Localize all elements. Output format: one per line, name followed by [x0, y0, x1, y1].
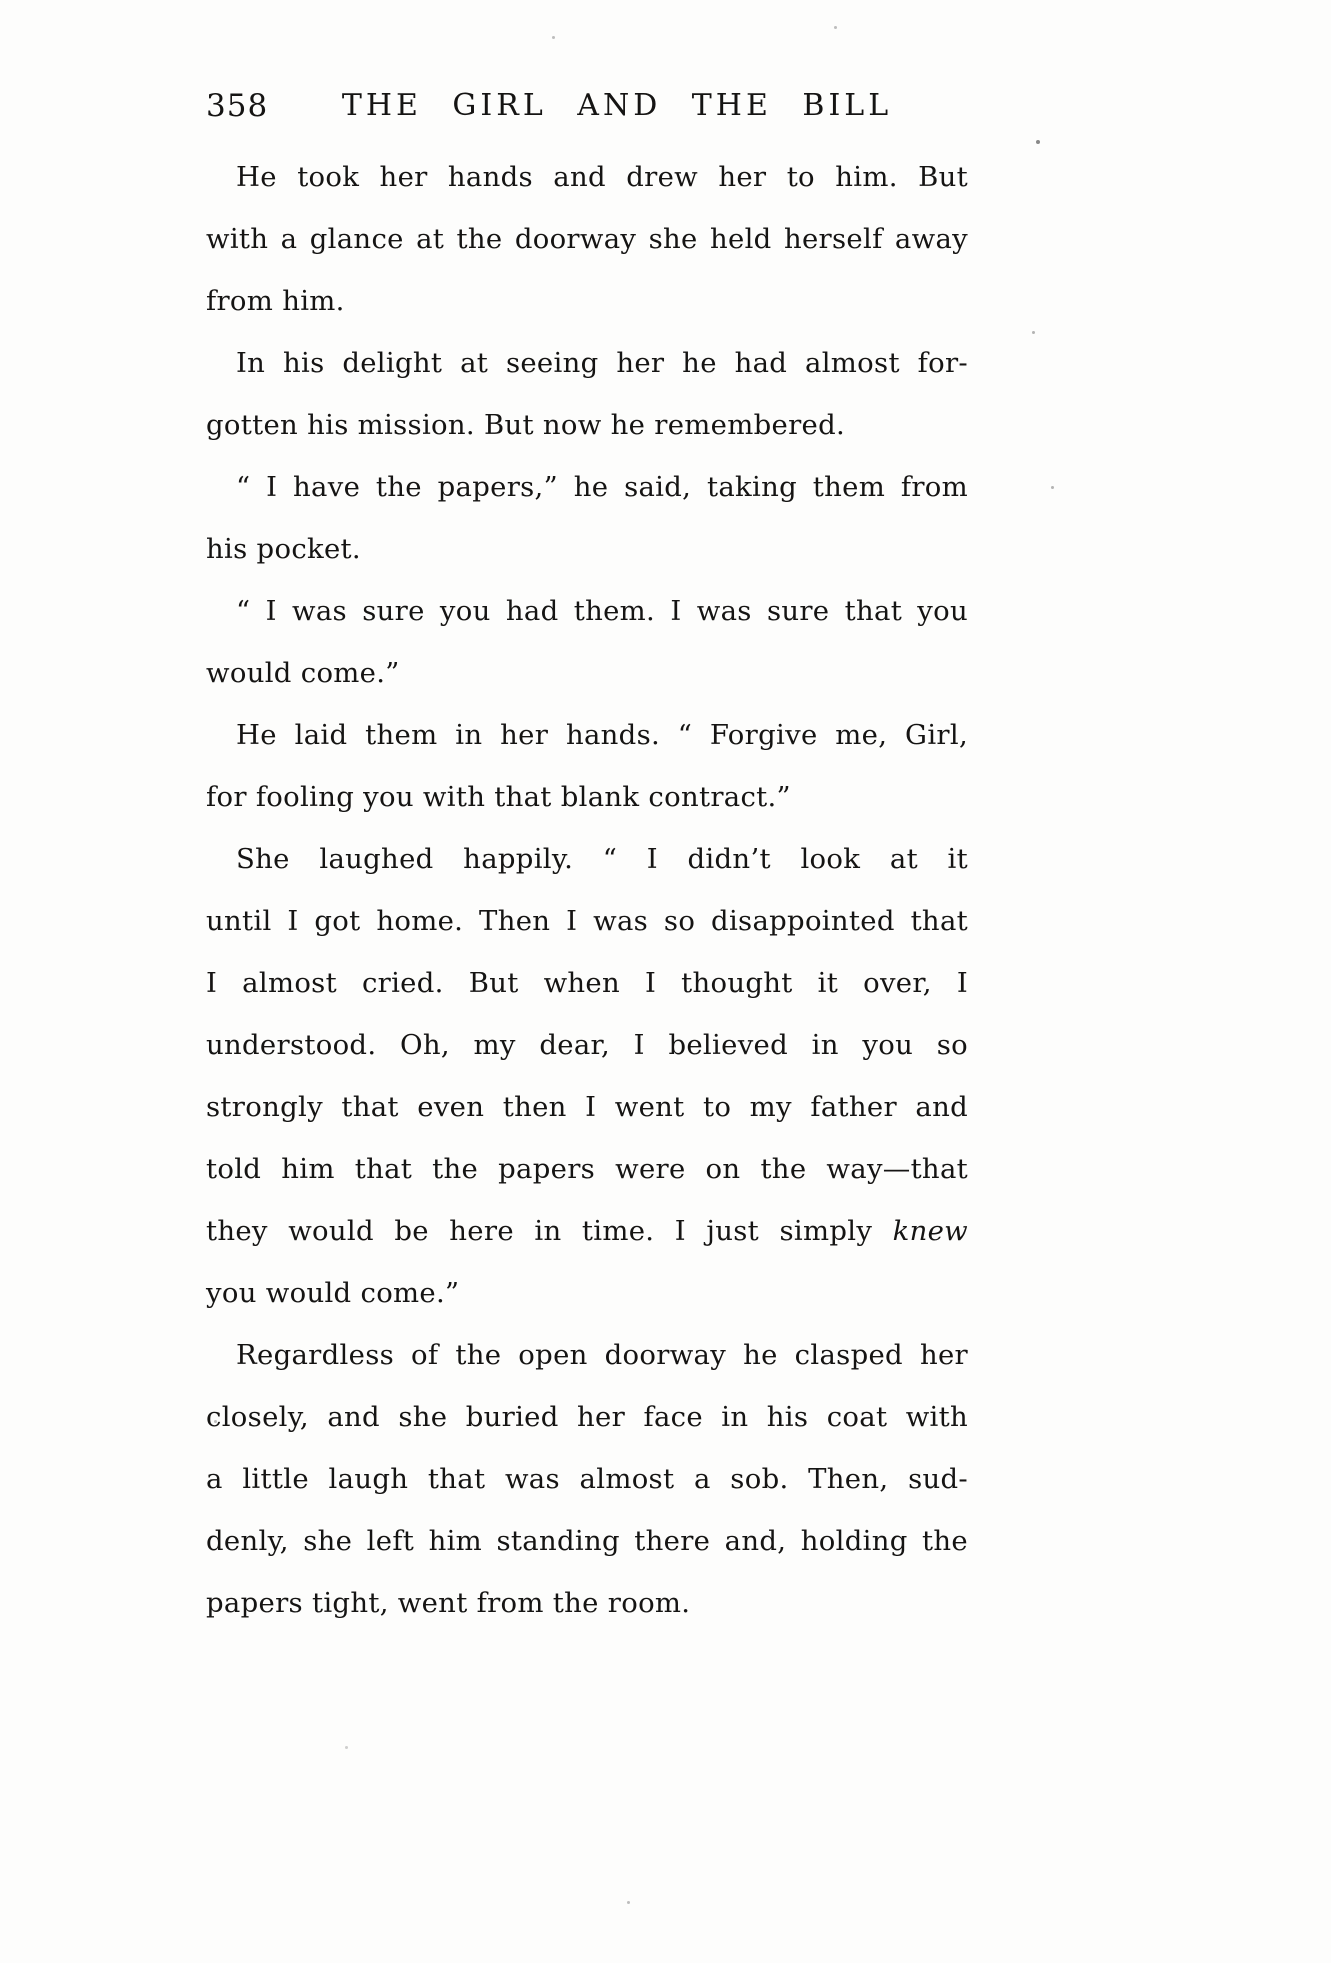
text-line: for fooling you with that blank contract.” [206, 781, 791, 813]
text-line: a little laugh that was almost a sob. Then, sud- [206, 1463, 968, 1495]
text-line: they would be here in time. I just simply knew [206, 1215, 968, 1247]
page-title: THE GIRL AND THE BILL [341, 88, 893, 123]
text-line: papers tight, went from the room. [206, 1587, 691, 1619]
text-line: until I got home. Then I was so disappointed that [206, 905, 968, 937]
scan-speck [345, 1746, 348, 1749]
italic-word: knew [892, 1215, 968, 1247]
text-line: would come.” [206, 657, 400, 689]
page-number: 358 [206, 88, 269, 124]
text-line: He took her hands and drew her to him. But [236, 161, 968, 193]
text-line: denly, she left him standing there and, holding the [206, 1525, 968, 1557]
text-line: understood. Oh, my dear, I believed in you so [206, 1029, 968, 1061]
text-line: In his delight at seeing her he had almost for- [236, 347, 968, 379]
text-line: told him that the papers were on the way—that [206, 1153, 968, 1185]
scan-speck [627, 1901, 630, 1904]
text-line: “ I have the papers,” he said, taking them from [236, 471, 968, 503]
text-line: his pocket. [206, 533, 361, 565]
running-head [206, 88, 968, 130]
text-line: from him. [206, 285, 345, 317]
text-line: He laid them in her hands. “ Forgive me, Girl, [236, 719, 968, 751]
text-block [206, 146, 968, 1634]
scan-speck [834, 26, 837, 29]
scan-speck [552, 36, 555, 39]
text-line: Regardless of the open doorway he clasped her [236, 1339, 968, 1371]
scan-speck [1036, 140, 1040, 144]
scan-speck [1032, 331, 1035, 334]
text-line: She laughed happily. “ I didn’t look at it [236, 843, 968, 875]
text-line: with a glance at the doorway she held herself away [206, 223, 968, 255]
text-line: you would come.” [206, 1277, 460, 1309]
text-line: I almost cried. But when I thought it over, I [206, 967, 968, 999]
text-line: “ I was sure you had them. I was sure that you [236, 595, 968, 627]
text-line: strongly that even then I went to my father and [206, 1091, 968, 1123]
text-line: gotten his mission. But now he remembered. [206, 409, 846, 441]
text-line: closely, and she buried her face in his coat with [206, 1401, 968, 1433]
scan-speck [1051, 486, 1054, 489]
scan-speck [214, 1420, 217, 1423]
